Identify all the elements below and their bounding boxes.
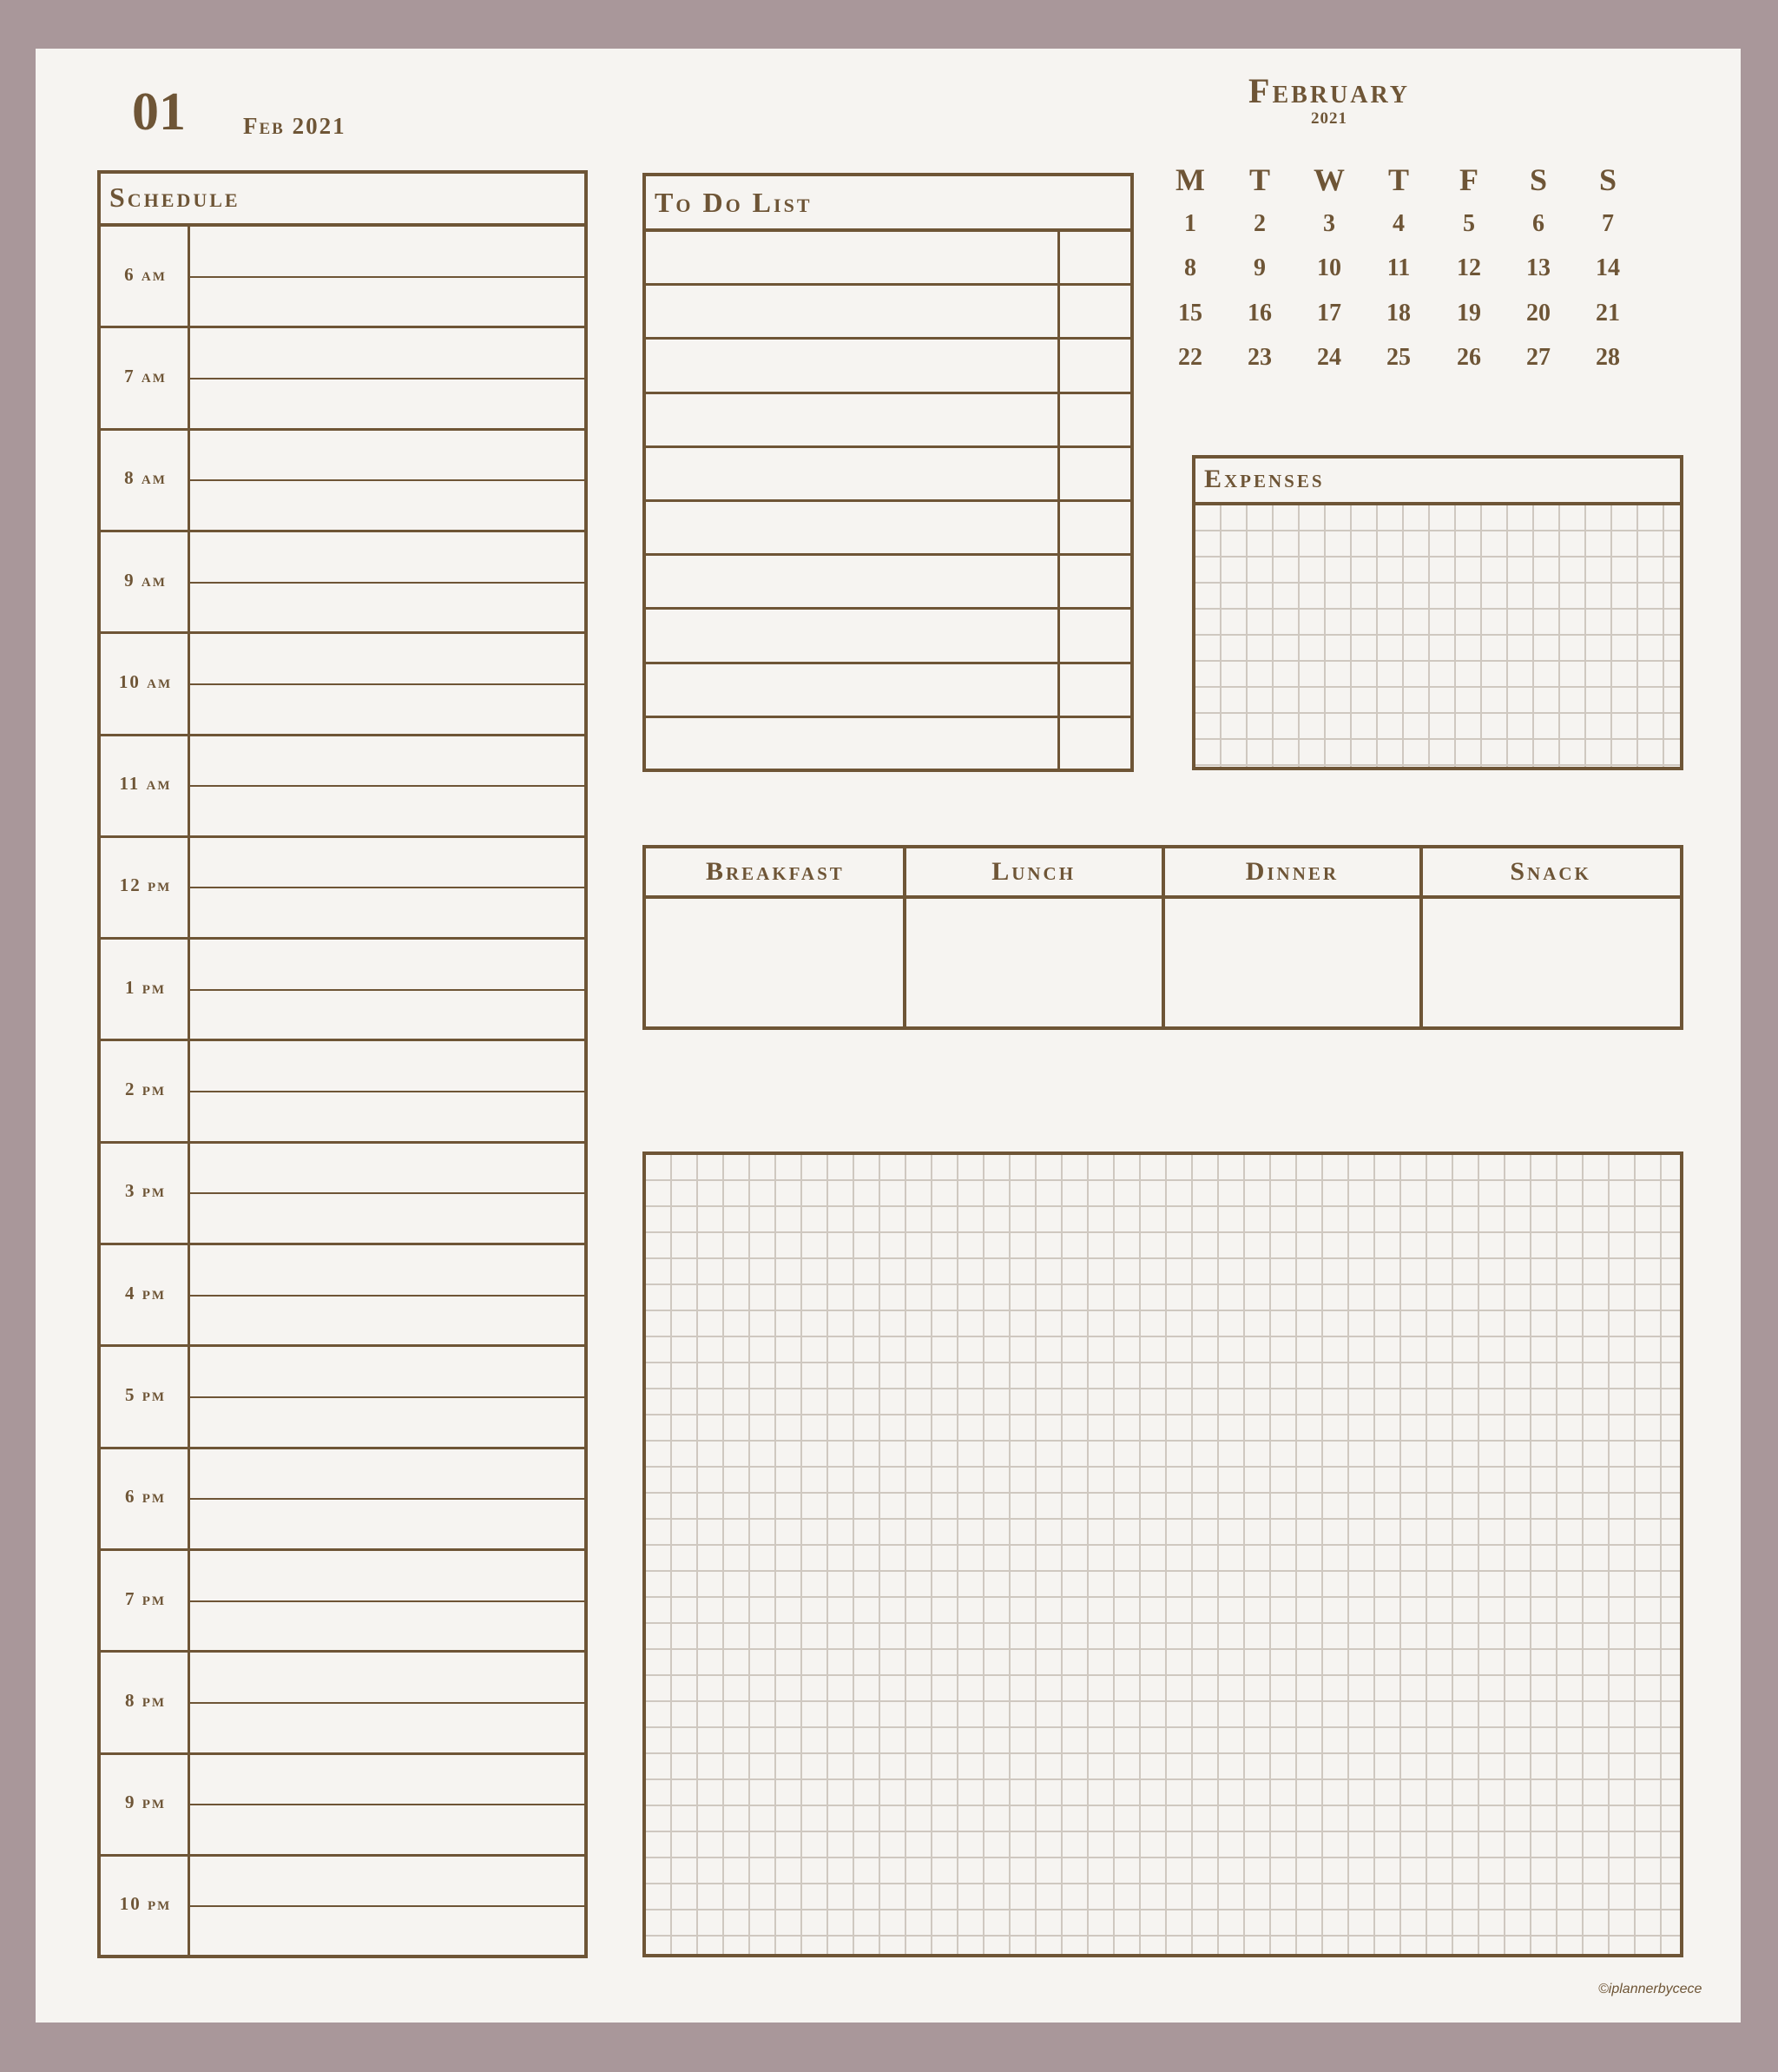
weekday-label: F <box>1459 162 1478 197</box>
calendar-date[interactable]: 27 <box>1526 344 1551 371</box>
schedule-title: Schedule <box>101 174 584 227</box>
calendar-date[interactable]: 26 <box>1457 344 1481 371</box>
calendar-date[interactable]: 13 <box>1526 254 1551 281</box>
calendar-date[interactable]: 22 <box>1178 344 1202 371</box>
schedule-row-line <box>101 1447 584 1449</box>
calendar-date[interactable]: 4 <box>1393 210 1405 237</box>
planner-page <box>36 49 1741 2023</box>
todo-row-line <box>646 283 1130 286</box>
month-year-label: Feb 2021 <box>243 113 346 139</box>
schedule-half-line <box>190 479 584 481</box>
time-label: 9 pm <box>124 1792 167 1813</box>
time-label: 10 pm <box>119 1893 172 1915</box>
meal-divider <box>1419 848 1423 1026</box>
schedule-half-line <box>190 989 584 991</box>
calendar-date[interactable]: 12 <box>1457 254 1481 281</box>
schedule-row-line <box>101 835 584 838</box>
schedule-row-line <box>101 1854 584 1857</box>
todo-row-line <box>646 392 1130 394</box>
schedule-row-line <box>101 530 584 532</box>
meal-divider <box>903 848 906 1026</box>
todo-title: To Do List <box>646 176 1130 232</box>
meal-header-breakfast: Breakfast <box>646 848 905 899</box>
calendar-date[interactable]: 9 <box>1254 254 1266 281</box>
notes-box <box>642 1151 1683 1957</box>
calendar-date[interactable]: 6 <box>1532 210 1544 237</box>
todo-row-line <box>646 607 1130 610</box>
meals-box <box>642 845 1683 1030</box>
meal-header-snack: Snack <box>1421 848 1680 899</box>
schedule-half-line <box>190 276 584 278</box>
notes-grid[interactable] <box>646 1155 1680 1954</box>
credit-text: ©iplannerbycece <box>1598 1982 1702 1996</box>
todo-row-line <box>646 662 1130 664</box>
todo-row-line <box>646 445 1130 448</box>
calendar-date[interactable]: 3 <box>1323 210 1335 237</box>
todo-row-line <box>646 553 1130 556</box>
weekday-label: T <box>1248 162 1270 197</box>
meal-header-dinner: Dinner <box>1163 848 1422 899</box>
schedule-half-line <box>190 1396 584 1398</box>
schedule-half-line <box>190 785 584 787</box>
calendar-date[interactable]: 16 <box>1248 300 1272 327</box>
time-label: 7 am <box>124 365 167 386</box>
schedule-half-line <box>190 582 584 584</box>
time-label: 12 pm <box>119 874 172 896</box>
time-label: 5 pm <box>124 1383 167 1405</box>
todo-box <box>642 173 1134 772</box>
schedule-half-line <box>190 1600 584 1602</box>
calendar-date[interactable]: 1 <box>1184 210 1196 237</box>
time-label: 7 pm <box>124 1587 167 1609</box>
calendar-date[interactable]: 7 <box>1602 210 1614 237</box>
schedule-half-line <box>190 1804 584 1805</box>
time-label: 6 am <box>124 263 167 285</box>
schedule-row-line <box>101 1650 584 1653</box>
todo-row-line <box>646 716 1130 718</box>
weekday-label: W <box>1314 162 1345 197</box>
schedule-half-line <box>190 1702 584 1704</box>
time-label: 9 am <box>124 569 167 591</box>
meal-header-lunch: Lunch <box>905 848 1163 899</box>
calendar-date[interactable]: 24 <box>1317 344 1341 371</box>
schedule-row-line <box>101 1243 584 1245</box>
weekday-label: M <box>1175 162 1205 197</box>
schedule-row-line <box>101 937 584 940</box>
schedule-half-line <box>190 1192 584 1194</box>
expenses-title: Expenses <box>1195 459 1680 505</box>
schedule-row-line <box>101 1752 584 1755</box>
expenses-box <box>1192 455 1683 770</box>
expenses-grid[interactable] <box>1195 505 1680 767</box>
calendar-month: February <box>1248 71 1410 110</box>
schedule-row-line <box>101 428 584 431</box>
meal-divider <box>1162 848 1165 1026</box>
schedule-half-line <box>190 683 584 685</box>
calendar-date[interactable]: 18 <box>1386 300 1411 327</box>
time-label: 2 pm <box>124 1079 167 1100</box>
time-label: 4 pm <box>124 1282 167 1303</box>
schedule-half-line <box>190 1091 584 1092</box>
calendar-date[interactable]: 20 <box>1526 300 1551 327</box>
todo-row-line <box>646 499 1130 502</box>
weekday-label: S <box>1529 162 1548 197</box>
time-label: 10 am <box>118 670 173 692</box>
weekday-label: T <box>1387 162 1409 197</box>
schedule-half-line <box>190 1905 584 1907</box>
schedule-half-line <box>190 887 584 888</box>
calendar-year: 2021 <box>1311 109 1347 128</box>
schedule-half-line <box>190 1498 584 1500</box>
schedule-box <box>97 170 588 1958</box>
schedule-row-line <box>101 1344 584 1347</box>
schedule-half-line <box>190 378 584 379</box>
calendar-date[interactable]: 5 <box>1463 210 1475 237</box>
time-label: 3 pm <box>124 1180 167 1202</box>
day-number: 01 <box>132 82 186 142</box>
time-label: 8 pm <box>124 1689 167 1711</box>
weekday-label: S <box>1598 162 1617 197</box>
schedule-row-line <box>101 734 584 736</box>
calendar-date[interactable]: 11 <box>1386 254 1411 281</box>
calendar-date[interactable]: 15 <box>1178 300 1202 327</box>
calendar-date[interactable]: 2 <box>1254 210 1266 237</box>
todo-row-line <box>646 337 1130 340</box>
schedule-row-line <box>101 1141 584 1144</box>
schedule-row-line <box>101 1548 584 1551</box>
time-label: 11 am <box>119 773 172 795</box>
calendar-date[interactable]: 28 <box>1596 344 1620 371</box>
schedule-half-line <box>190 1295 584 1297</box>
calendar-date[interactable]: 14 <box>1596 254 1620 281</box>
calendar-date[interactable]: 8 <box>1184 254 1196 281</box>
schedule-row-line <box>101 631 584 634</box>
calendar-date[interactable]: 17 <box>1317 300 1341 327</box>
calendar-date[interactable]: 25 <box>1386 344 1411 371</box>
calendar-date[interactable]: 10 <box>1317 254 1341 281</box>
time-label: 1 pm <box>124 976 167 998</box>
time-label: 6 pm <box>124 1486 167 1508</box>
schedule-row-line <box>101 326 584 328</box>
time-label: 8 am <box>124 467 167 489</box>
calendar-date[interactable]: 21 <box>1596 300 1620 327</box>
calendar-date[interactable]: 23 <box>1248 344 1272 371</box>
calendar-date[interactable]: 19 <box>1457 300 1481 327</box>
schedule-row-line <box>101 1039 584 1041</box>
